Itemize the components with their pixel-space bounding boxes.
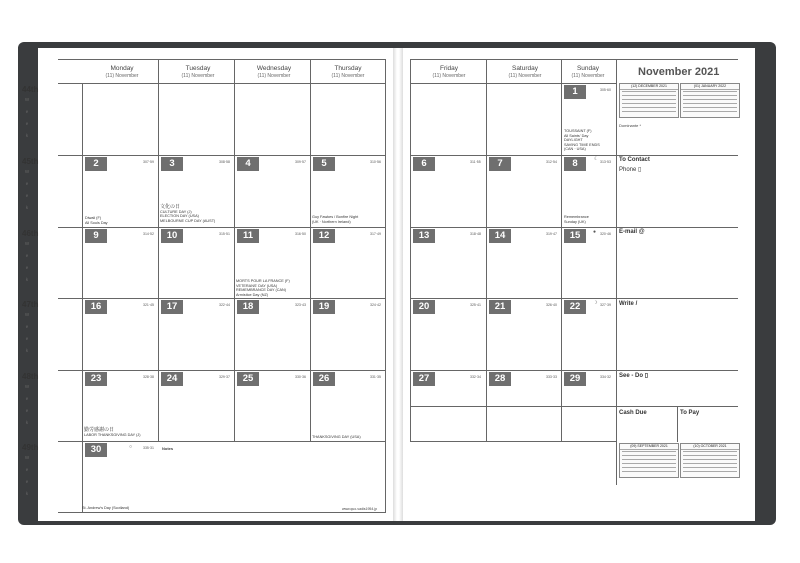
day-of-year: 308·58 [219,160,230,164]
grid-line [410,370,738,371]
day-of-year: 335·31 [143,446,154,450]
col-header-sunday [562,65,614,79]
day-month: (11) November [571,73,605,79]
grid-line [385,59,386,512]
week-number: 49th [22,443,39,452]
holiday-line: Armistice Day (NZ) [236,292,269,297]
week-letter: e [25,181,29,186]
day-of-year: 313·53 [600,160,611,164]
date-box[interactable]: 16 [85,300,107,314]
day-month: (11) November [331,73,365,79]
col-header-wednesday [238,65,310,79]
day-of-year: 331·35 [370,375,381,379]
holiday-note [236,279,290,297]
date-box[interactable]: 6 [413,157,435,171]
moon-phase-icon: ○ [129,444,133,450]
date-box[interactable]: 25 [237,372,259,386]
week-letter: e [25,193,29,198]
grid-line [58,512,386,513]
day-of-year: 325·41 [470,303,481,307]
week-number: 46th [22,229,39,238]
week-letter: W [24,241,30,246]
holiday-line: THANKSGIVING DAY (USA) [312,435,361,439]
holiday-note [564,129,600,152]
week-letter: k [25,420,29,425]
day-of-year: 329·37 [219,375,230,379]
mini-calendar-january [680,83,740,118]
week-letter: e [25,324,29,329]
phone-text: Phone [619,167,637,173]
week-label [22,300,46,357]
phone-label [619,166,641,173]
day-name: Sunday [576,65,600,72]
date-box[interactable]: 15 [564,229,586,243]
date-box[interactable]: 4 [237,157,259,171]
date-box[interactable]: 19 [313,300,335,314]
week-letter: k [25,348,29,353]
pen-icon: / [635,301,638,307]
day-of-year: 315·51 [219,232,230,236]
date-box[interactable]: 5 [313,157,335,171]
day-of-year: 328·38 [143,375,154,379]
week-letter: k [25,205,29,210]
grid-line [561,59,562,442]
grid-line [58,83,386,84]
day-of-year: 312·54 [546,160,557,164]
grid-line [58,155,386,156]
week-letter: e [25,121,29,126]
date-box[interactable]: 26 [313,372,335,386]
holiday-line: TOUSSAINT (F) [564,129,592,133]
date-box[interactable]: 18 [237,300,259,314]
grid-line [158,59,159,442]
week-label [22,443,46,500]
grid-line [58,370,386,371]
date-box[interactable]: 22 [564,300,586,314]
grid-line [234,59,235,442]
holiday-line: 勤労感謝の日 [84,427,115,433]
week-letter: W [24,384,30,389]
date-box[interactable]: 24 [161,372,183,386]
holiday-line: REMEMBRANCE DAY (CAN) [236,288,287,292]
date-box[interactable]: 30 [85,443,107,457]
moon-phase-icon: ☾ [594,156,599,162]
day-name: Thursday [334,65,362,72]
week-label [22,85,46,142]
day-of-year: 319·47 [546,232,557,236]
holiday-note [82,506,129,511]
week-letter: e [25,479,29,484]
day-name: Monday [110,65,134,72]
holiday-note [160,205,215,223]
mini-calendar-title: (10) OCTOBER 2021 [681,444,739,450]
day-of-year: 334·32 [600,375,611,379]
grid-line [58,59,386,60]
moon-phase-icon: ● [593,229,597,235]
day-name: Friday [439,65,459,72]
day-of-year: 320·46 [600,232,611,236]
day-month: (11) November [105,73,139,79]
week-letter: W [24,455,30,460]
holiday-note [312,435,361,440]
week-label [22,157,46,214]
day-of-year: 333·33 [546,375,557,379]
day-of-year: 321·45 [143,303,154,307]
to-pay-label: To Pay [680,410,700,416]
mini-calendar-grid [622,91,676,113]
dominante-label: Dominante * [619,123,642,128]
write-text: Write [619,301,634,307]
grid-line [58,298,386,299]
mini-calendar-grid [622,451,676,473]
date-box[interactable]: 28 [489,372,511,386]
binding-gutter [393,48,403,521]
grid-line [677,406,678,442]
at-icon: @ [638,229,645,235]
date-box[interactable]: 9 [85,229,107,243]
day-name: Wednesday [256,65,292,72]
holiday-line: 文化の日 [160,204,181,210]
holiday-line: DAYLIGHT [564,138,583,142]
day-of-year: 327·39 [600,303,611,307]
day-of-year: 316·50 [295,232,306,236]
day-of-year: 324·42 [370,303,381,307]
grid-line [410,298,738,299]
col-header-monday [86,65,158,79]
week-letter: W [24,312,30,317]
week-number: 45th [22,157,39,166]
holiday-line: Sunday (UK) [564,219,586,224]
date-box[interactable]: 17 [161,300,183,314]
day-of-year: 332·34 [470,375,481,379]
grid-line [410,441,616,442]
day-of-year: 305·60 [600,88,611,92]
day-month: (11) November [257,73,291,79]
day-name: Tuesday [185,65,211,72]
write-label [619,301,637,307]
mini-calendar-title: (09) SEPTEMBER 2021 [620,444,678,450]
day-name: Saturday [511,65,539,72]
mini-calendar-october [680,443,740,478]
col-header-friday [412,65,486,79]
grid-line [58,441,386,442]
holiday-line: (UK · Northern Ireland) [312,219,351,224]
week-letter: k [25,133,29,138]
week-letter: e [25,253,29,258]
mini-calendar-september [619,443,679,478]
date-box[interactable]: 13 [413,229,435,243]
grid-line [410,59,738,60]
holiday-line: ELECTION DAY (USA) [160,214,199,218]
date-box[interactable]: 1 [564,85,586,99]
grid-line [410,227,738,228]
holiday-line: All Souls Day [85,220,108,225]
day-of-year: 311·55 [470,160,481,164]
date-box[interactable]: 23 [85,372,107,386]
day-of-year: 317·49 [370,232,381,236]
holiday-line: MELBOURNE CUP DAY (AUST) [160,218,216,223]
publisher-url: www.quo-vadis1954.jp [342,507,378,511]
mini-calendar-grid [683,451,737,473]
day-of-year: 323·43 [295,303,306,307]
mini-calendar-grid [683,91,737,113]
holiday-note [564,215,589,224]
grid-line [410,59,411,442]
holiday-line: VETERANS' DAY (USA) [236,283,278,288]
grid-line [410,83,616,84]
date-box[interactable]: 3 [161,157,183,171]
see-do-text: See - Do [619,373,644,379]
day-month: (11) November [181,73,215,79]
week-letter: W [24,97,30,102]
holiday-line: Guy Fawkes / Bonfire Night [312,215,359,219]
week-number: 47th [22,300,39,309]
grid-line [58,227,386,228]
date-box[interactable]: 12 [313,229,335,243]
date-box[interactable]: 14 [489,229,511,243]
week-letter: k [25,491,29,496]
holiday-line: St. Andrew's Day (Scotland) [82,506,130,510]
week-label [22,372,46,429]
grid-line [616,59,617,485]
holiday-line: All Saints' Day [564,133,589,138]
week-number: 48th [22,372,39,381]
date-box[interactable]: 10 [161,229,183,243]
holiday-line: Remembrance [564,215,589,219]
week-letter: e [25,336,29,341]
day-of-year: 326·40 [546,303,557,307]
day-of-year: 318·48 [470,232,481,236]
date-box[interactable]: 21 [489,300,511,314]
date-box[interactable]: 29 [564,372,586,386]
date-box[interactable]: 8 [564,157,586,171]
day-of-year: 307·59 [143,160,154,164]
cash-due-label: Cash Due [619,410,647,416]
day-month: (11) November [432,73,466,79]
mini-calendar-title: (01) JANUARY 2022 [681,84,739,90]
grid-line [410,406,738,407]
phone-icon: ▯ [638,167,642,173]
week-letter: e [25,396,29,401]
email-label [619,229,645,235]
day-of-year: 310·56 [370,160,381,164]
grid-line [410,155,738,156]
moon-phase-icon: ☽ [593,300,598,306]
week-number: 44th [22,85,39,94]
holiday-note [312,215,358,224]
week-letter: W [24,169,30,174]
day-of-year: 309·57 [295,160,306,164]
see-do-label [619,372,648,379]
week-letter: k [25,277,29,282]
holiday-note [85,216,108,225]
day-of-year: 314·52 [143,232,154,236]
grid-line [486,59,487,442]
date-box[interactable]: 7 [489,157,511,171]
week-letter: e [25,109,29,114]
month-title: November 2021 [638,66,720,78]
week-letter: e [25,408,29,413]
week-letter: e [25,265,29,270]
date-box[interactable]: 27 [413,372,435,386]
date-box[interactable]: 11 [237,229,259,243]
day-of-year: 322·44 [219,303,230,307]
mini-calendar-december [619,83,679,118]
clipboard-icon: ▯ [644,373,648,379]
date-box[interactable]: 20 [413,300,435,314]
email-text: E-mail [619,229,638,235]
notes-label: Notes [162,446,174,451]
to-contact-label: To Contact [619,157,650,163]
col-header-tuesday [162,65,234,79]
grid-line [82,83,83,512]
grid-line [310,59,311,442]
holiday-line: (CAN · USA) [564,147,586,151]
holiday-line: CULTURE DAY (J) [160,209,192,214]
holiday-line: MORTS POUR LA FRANCE (F) [236,279,290,283]
holiday-line: LABOR THANKSGIVING DAY (J) [84,432,141,437]
day-of-year: 330·36 [295,375,306,379]
holiday-line: SAVING TIME ENDS [564,142,600,147]
mini-calendar-title: (12) DECEMBER 2021 [620,84,678,90]
date-box[interactable]: 2 [85,157,107,171]
col-header-saturday [488,65,562,79]
week-letter: e [25,467,29,472]
week-label [22,229,46,286]
day-month: (11) November [508,73,542,79]
col-header-thursday [312,65,384,79]
holiday-note [84,428,141,437]
holiday-line: Diwali (F) [85,216,102,220]
